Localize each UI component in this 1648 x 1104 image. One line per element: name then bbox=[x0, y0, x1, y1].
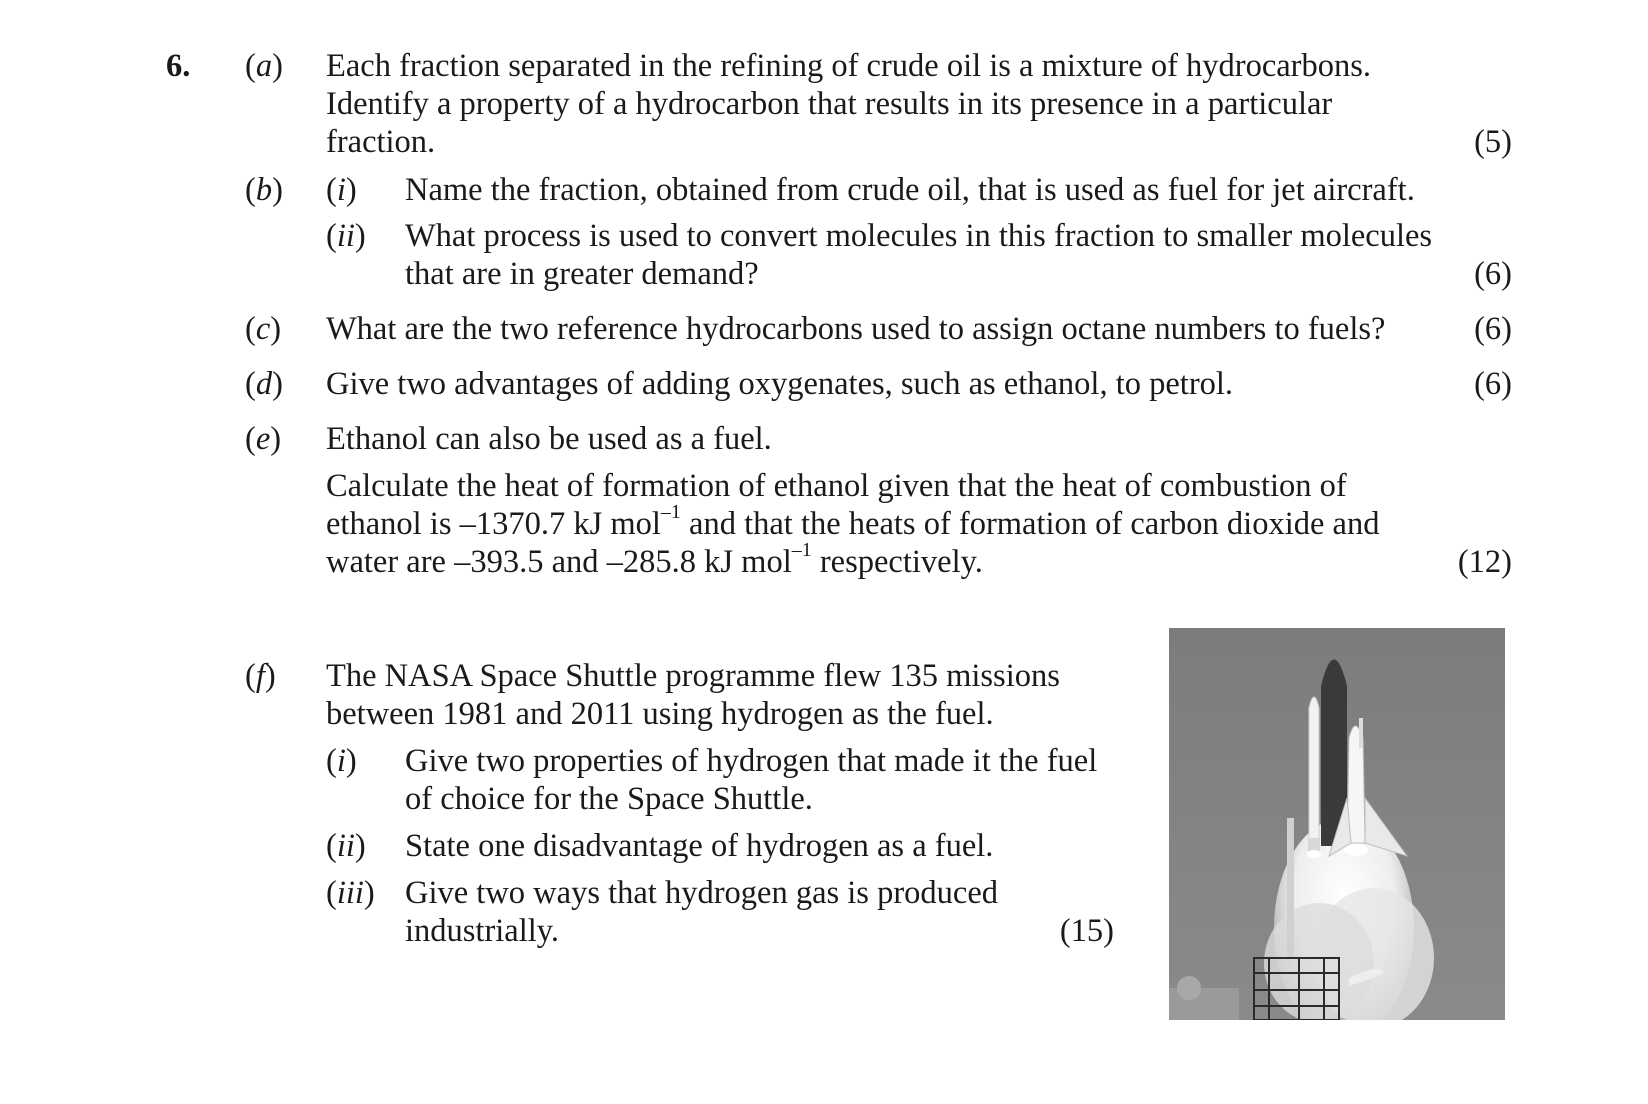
part-f-ii-label: (ii) bbox=[326, 828, 366, 864]
part-b-ii-line-1: What process is used to convert molecules in this fraction to smaller molecules bbox=[405, 218, 1433, 254]
part-d-marks: (6) bbox=[1474, 366, 1512, 402]
part-f-label: (f) bbox=[245, 658, 276, 694]
part-b-ii-line-2: that are in greater demand? bbox=[405, 256, 759, 292]
shuttle-illustration bbox=[1169, 628, 1505, 1020]
part-a-line-2: Identify a property of a hydrocarbon that results in its presence in a particular bbox=[326, 86, 1333, 122]
part-f-i-line-1: Give two properties of hydrogen that made it the fuel bbox=[405, 743, 1098, 779]
part-d-text: Give two advantages of adding oxygenates, such as ethanol, to petrol. bbox=[326, 366, 1234, 402]
part-b-i-text: Name the fraction, obtained from crude oil, that is used as fuel for jet aircraft. bbox=[405, 172, 1415, 208]
part-e-line-3: ethanol is –1370.7 kJ mol$^{-1}$ and that the heats of formation of carbon dioxide and bbox=[326, 501, 1380, 542]
part-f-marks: (15) bbox=[1059, 913, 1114, 949]
part-f-iii-line-1: Give two ways that hydrogen gas is produced bbox=[405, 875, 998, 911]
part-f-iii-label: (iii) bbox=[326, 875, 375, 911]
part-f-i-label: (i) bbox=[326, 743, 357, 779]
part-f-ii-text: State one disadvantage of hydrogen as a fuel. bbox=[405, 828, 994, 864]
part-b-marks: (6) bbox=[1474, 256, 1512, 292]
part-f-iii-line-2: industrially. bbox=[405, 913, 560, 949]
part-c-label: (c) bbox=[245, 311, 282, 347]
part-a-line-3: fraction. bbox=[326, 124, 436, 160]
part-f-i-line-2: of choice for the Space Shuttle. bbox=[405, 781, 813, 817]
part-b-ii-label: (ii) bbox=[326, 218, 366, 254]
part-a-label: (a) bbox=[245, 48, 283, 84]
part-e-marks: (12) bbox=[1457, 544, 1512, 580]
part-c-text: What are the two reference hydrocarbons used to assign octane numbers to fuels? bbox=[326, 311, 1386, 347]
part-e-line-2: Calculate the heat of formation of ethanol given that the heat of combustion of bbox=[326, 468, 1347, 504]
part-a-line-1: Each fraction separated in the refining of crude oil is a mixture of hydrocarbons. bbox=[326, 48, 1372, 84]
space-shuttle-launch-photo bbox=[1169, 628, 1505, 1020]
part-f-line-2: between 1981 and 2011 using hydrogen as the fuel. bbox=[326, 696, 994, 732]
part-a-marks: (5) bbox=[1474, 124, 1512, 160]
part-f-line-1: The NASA Space Shuttle programme flew 135 missions bbox=[326, 658, 1060, 694]
part-b-label: (b) bbox=[245, 172, 283, 208]
question-number: 6. bbox=[166, 48, 191, 84]
part-c-marks: (6) bbox=[1474, 311, 1512, 347]
part-d-label: (d) bbox=[245, 366, 283, 402]
part-b-i-label: (i) bbox=[326, 172, 357, 208]
part-e-line-4: water are –393.5 and –285.8 kJ mol$^{-1}$ respectively. bbox=[326, 539, 983, 580]
part-e-label: (e) bbox=[245, 421, 282, 457]
part-e-line-1: Ethanol can also be used as a fuel. bbox=[326, 421, 772, 457]
